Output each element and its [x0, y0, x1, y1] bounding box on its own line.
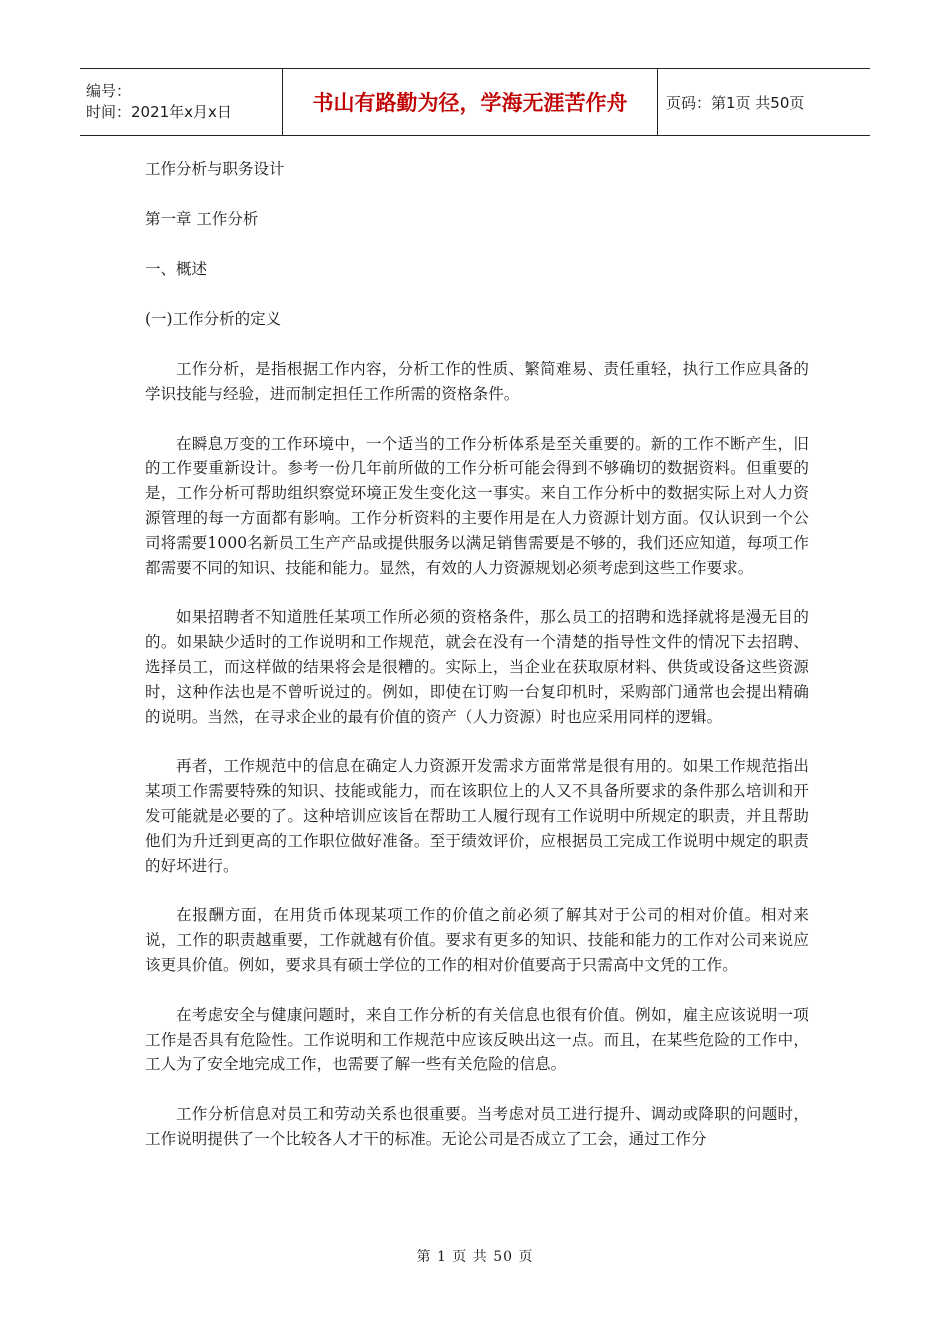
- subsection-heading: (一)工作分析的定义: [145, 310, 282, 328]
- paragraph: 工作分析信息对员工和劳动关系也很重要。当考虑对员工进行提升、调动或降职的问题时，工作说明提供了一个比较各人才干的标准。无论公司是否成立了工会，通过工作分: [145, 1105, 809, 1148]
- section-heading: 一、概述: [145, 260, 208, 278]
- header-motto: 书山有路勤为径，学海无涯苦作舟: [282, 69, 658, 135]
- document-body: [145, 157, 809, 1152]
- header-meta: [80, 69, 282, 135]
- paragraph: 在报酬方面，在用货币体现某项工作的价值之前必须了解其对于公司的相对价值。相对来说，工作的职责越重要，工作就越有价值。要求有更多的知识、技能和能力的工作对公司来说应该更具价值。例如，要求具有硕士学位的工作的相对价值要高于只需高中文凭的工作。: [145, 906, 809, 974]
- document-date: 时间：2021年x月x日: [86, 103, 232, 121]
- paragraph: 如果招聘者不知道胜任某项工作所必须的资格条件，那么员工的招聘和选择就将是漫无目的的。如果缺少适时的工作说明和工作规范，就会在没有一个清楚的指导性文件的情况下去招聘、选择员工，而这样做的结果将会是很糟的。实际上，当企业在获取原材料、供货或设备这些资源时，这种作法也是不曾听说过的。例如，即使在订购一台复印机时，采购部门通常也会提出精确的说明。当然，在寻求企业的最有价值的资产（人力资源）时也应采用同样的逻辑。: [145, 608, 809, 726]
- paragraph: 在考虑安全与健康问题时，来自工作分析的有关信息也很有价值。例如，雇主应该说明一项工作是否具有危险性。工作说明和工作规范中应该反映出这一点。而且，在某些危险的工作中，工人为了安全地完成工作，也需要了解一些有关危险的信息。: [145, 1005, 809, 1074]
- page-header: [80, 68, 870, 136]
- document-number-label: 编号：: [86, 82, 132, 100]
- page-footer: 第 1 页 共 50 页: [416, 1249, 534, 1265]
- paragraph: 在瞬息万变的工作环境中，一个适当的工作分析体系是至关重要的。新的工作不断产生，旧的工作要重新设计。参考一份几年前所做的工作分析可能会得到不够确切的数据资料。但重要的是，工作分析可帮助组织察觉环境正发生变化这一事实。来自工作分析中的数据实际上对人力资源管理的每一方面都有影响。工作分析资料的主要作用是在人力资源计划方面。仅认识到一个公司将需要1000名新员工生产产品或提供服务以满足销售需要是不够的，我们还应知道，每项工作都需要不同的知识、技能和能力。显然，有效的人力资源规划必须考虑到这些工作要求。: [145, 434, 809, 577]
- header-page-info: 页码：第1页 共50页: [666, 93, 805, 112]
- chapter-heading: 第一章 工作分析: [145, 210, 259, 228]
- document-title: 工作分析与职务设计: [145, 160, 285, 178]
- paragraph: 再者，工作规范中的信息在确定人力资源开发需求方面常常是很有用的。如果工作规范指出某项工作需要特殊的知识、技能或能力，而在该职位上的人又不具备所要求的条件那么培训和开发可能就是必要的了。这种培训应该旨在帮助工人履行现有工作说明中所规定的职责，并且帮助他们为升迁到更高的工作职位做好准备。至于绩效评价，应根据员工完成工作说明中规定的职责的好坏进行。: [145, 757, 809, 875]
- paragraph: 工作分析，是指根据工作内容，分析工作的性质、繁简难易、责任重轻，执行工作应具备的学识技能与经验，进而制定担任工作所需的资格条件。: [145, 360, 809, 403]
